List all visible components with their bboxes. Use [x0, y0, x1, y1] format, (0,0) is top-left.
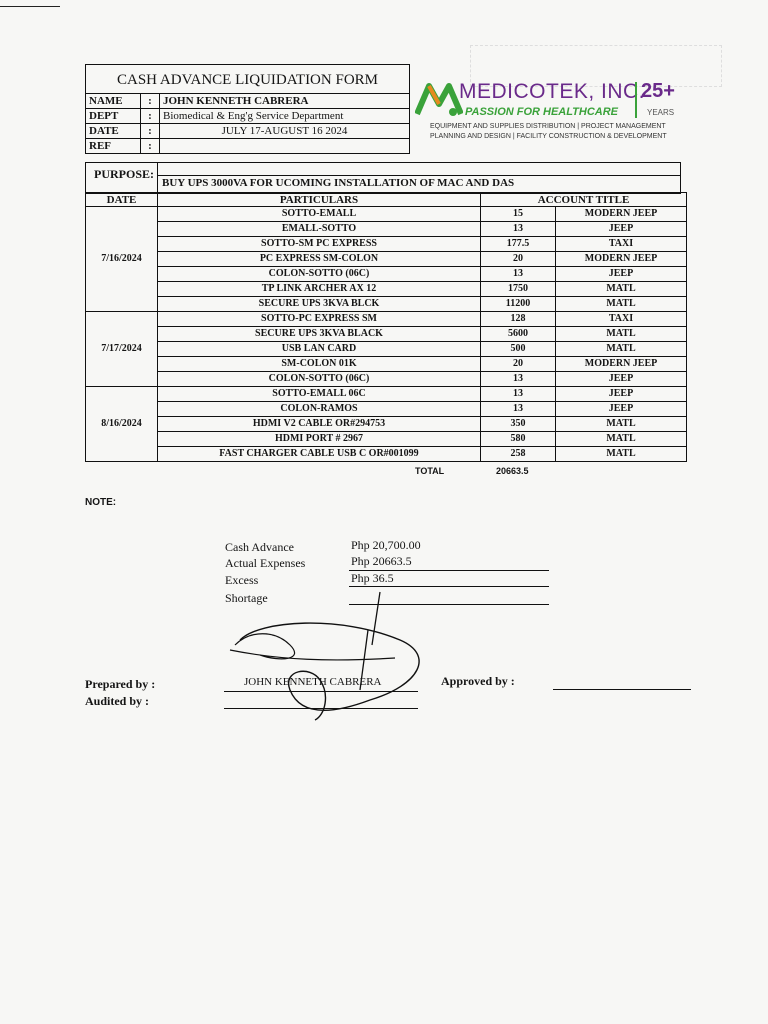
row-particular: TP LINK ARCHER AX 12 — [158, 282, 481, 297]
row-amount: 258 — [481, 447, 556, 462]
approved-by-label: Approved by : — [441, 674, 515, 688]
row-particular: COLON-SOTTO (06C) — [158, 267, 481, 282]
summary-value-cash-advance: Php 20,700.00 — [351, 538, 421, 552]
row-account: MATL — [556, 432, 687, 447]
info-separator: : — [141, 94, 160, 109]
logo-years-label: YEARS — [647, 108, 675, 117]
info-table — [85, 93, 410, 154]
header-date: DATE — [86, 193, 158, 207]
table-row — [86, 372, 687, 387]
row-account: MODERN JEEP — [556, 207, 687, 222]
form-header — [85, 64, 410, 154]
logo-years-number: 25+ — [641, 80, 675, 102]
info-value: Biomedical & Eng'g Service Department — [160, 109, 410, 124]
header-particulars: PARTICULARS — [158, 193, 481, 207]
row-particular: SM-COLON 01K — [158, 357, 481, 372]
info-label: REF — [86, 139, 141, 154]
total-label: TOTAL — [415, 466, 445, 476]
expenses-table-wrap — [85, 192, 686, 462]
form-title: CASH ADVANCE LIQUIDATION FORM — [85, 64, 410, 94]
logo-brand: MEDICOTEK, INC. — [459, 80, 646, 103]
prepared-by-name: JOHN KENNETH CABRERA — [244, 676, 382, 688]
row-amount: 13 — [481, 222, 556, 237]
row-account: MATL — [556, 342, 687, 357]
row-amount: 128 — [481, 312, 556, 327]
row-amount: 15 — [481, 207, 556, 222]
row-particular: FAST CHARGER CABLE USB C OR#001099 — [158, 447, 481, 462]
approved-by-line — [553, 689, 691, 690]
row-account: JEEP — [556, 387, 687, 402]
info-row — [86, 94, 410, 109]
row-account: MATL — [556, 327, 687, 342]
info-value: JULY 17-AUGUST 16 2024 — [160, 124, 410, 139]
table-row — [86, 267, 687, 282]
row-date: 7/17/2024 — [86, 312, 158, 387]
info-value — [160, 139, 410, 154]
row-account: MODERN JEEP — [556, 252, 687, 267]
row-amount: 350 — [481, 417, 556, 432]
prepared-by-label: Prepared by : — [85, 677, 156, 691]
table-row — [86, 222, 687, 237]
info-separator: : — [141, 109, 160, 124]
table-header-row — [86, 193, 687, 207]
row-particular: HDMI V2 CABLE OR#294753 — [158, 417, 481, 432]
info-separator: : — [141, 124, 160, 139]
total-value: 20663.5 — [496, 466, 529, 476]
prepared-by-line — [224, 691, 418, 692]
table-row — [86, 327, 687, 342]
audited-by-label: Audited by : — [85, 694, 150, 708]
info-label: DEPT — [86, 109, 141, 124]
row-amount: 5600 — [481, 327, 556, 342]
row-amount: 500 — [481, 342, 556, 357]
table-row — [86, 207, 687, 222]
row-amount: 13 — [481, 267, 556, 282]
summary-value-excess: Php 36.5 — [351, 571, 394, 585]
header-account: ACCOUNT TITLE — [481, 193, 687, 207]
table-row — [86, 282, 687, 297]
row-account: JEEP — [556, 222, 687, 237]
row-particular: PC EXPRESS SM-COLON — [158, 252, 481, 267]
row-amount: 177.5 — [481, 237, 556, 252]
row-amount: 13 — [481, 372, 556, 387]
info-label: NAME — [86, 94, 141, 109]
row-amount: 13 — [481, 387, 556, 402]
table-row — [86, 237, 687, 252]
top-rule — [0, 6, 60, 7]
info-separator: : — [141, 139, 160, 154]
logo-tagline: PASSION FOR HEALTHCARE — [465, 106, 618, 118]
purpose-inner-line — [157, 175, 680, 176]
row-particular: COLON-SOTTO (06C) — [158, 372, 481, 387]
info-value: JOHN KENNETH CABRERA — [160, 94, 410, 109]
logo-line-1: EQUIPMENT AND SUPPLIES DISTRIBUTION | PROJECT MANAGEMENT — [430, 123, 666, 130]
row-amount: 1750 — [481, 282, 556, 297]
table-row — [86, 417, 687, 432]
row-amount: 13 — [481, 402, 556, 417]
purpose-value: BUY UPS 3000VA FOR UCOMING INSTALLATION OF MAC AND DAS — [162, 177, 515, 189]
row-account: MATL — [556, 417, 687, 432]
row-particular: USB LAN CARD — [158, 342, 481, 357]
info-row — [86, 109, 410, 124]
purpose-row — [85, 162, 681, 194]
note-label: NOTE: — [85, 497, 117, 508]
table-row — [86, 252, 687, 267]
table-row — [86, 432, 687, 447]
row-account: JEEP — [556, 372, 687, 387]
row-particular: SECURE UPS 3KVA BLCK — [158, 297, 481, 312]
table-row — [86, 387, 687, 402]
summary-label-excess: Excess — [225, 573, 259, 587]
summary-label-shortage: Shortage — [225, 591, 268, 605]
table-row — [86, 297, 687, 312]
summary-line-2 — [349, 586, 549, 587]
purpose-label: PURPOSE: — [94, 167, 154, 181]
table-row — [86, 342, 687, 357]
row-particular: SECURE UPS 3KVA BLACK — [158, 327, 481, 342]
purpose-divider — [157, 163, 158, 193]
row-account: JEEP — [556, 402, 687, 417]
expenses-table — [85, 192, 687, 462]
summary-label-cash-advance: Cash Advance — [225, 540, 294, 554]
row-amount: 580 — [481, 432, 556, 447]
row-amount: 20 — [481, 357, 556, 372]
table-row — [86, 402, 687, 417]
table-row — [86, 312, 687, 327]
logo-line-2: PLANNING AND DESIGN | FACILITY CONSTRUCTION & DEVELOPMENT — [430, 133, 667, 140]
row-particular: EMALL-SOTTO — [158, 222, 481, 237]
row-account: JEEP — [556, 267, 687, 282]
info-row — [86, 124, 410, 139]
row-date: 8/16/2024 — [86, 387, 158, 462]
row-particular: HDMI PORT # 2967 — [158, 432, 481, 447]
row-account: MATL — [556, 297, 687, 312]
row-account: TAXI — [556, 312, 687, 327]
row-amount: 11200 — [481, 297, 556, 312]
row-particular: COLON-RAMOS — [158, 402, 481, 417]
info-row — [86, 139, 410, 154]
logo-years-divider — [635, 82, 637, 118]
row-particular: SOTTO-SM PC EXPRESS — [158, 237, 481, 252]
row-account: TAXI — [556, 237, 687, 252]
company-logo — [415, 80, 715, 150]
summary-value-actual-expenses: Php 20663.5 — [351, 554, 412, 568]
logo-mark-icon — [415, 82, 463, 118]
row-particular: SOTTO-PC EXPRESS SM — [158, 312, 481, 327]
row-account: MODERN JEEP — [556, 357, 687, 372]
table-row — [86, 357, 687, 372]
audited-by-line — [224, 708, 418, 709]
row-date: 7/16/2024 — [86, 207, 158, 312]
row-account: MATL — [556, 282, 687, 297]
row-account: MATL — [556, 447, 687, 462]
info-label: DATE — [86, 124, 141, 139]
signature-icon — [220, 590, 440, 730]
row-particular: SOTTO-EMALL 06C — [158, 387, 481, 402]
table-row — [86, 447, 687, 462]
row-amount: 20 — [481, 252, 556, 267]
row-particular: SOTTO-EMALL — [158, 207, 481, 222]
summary-label-actual-expenses: Actual Expenses — [225, 556, 306, 570]
